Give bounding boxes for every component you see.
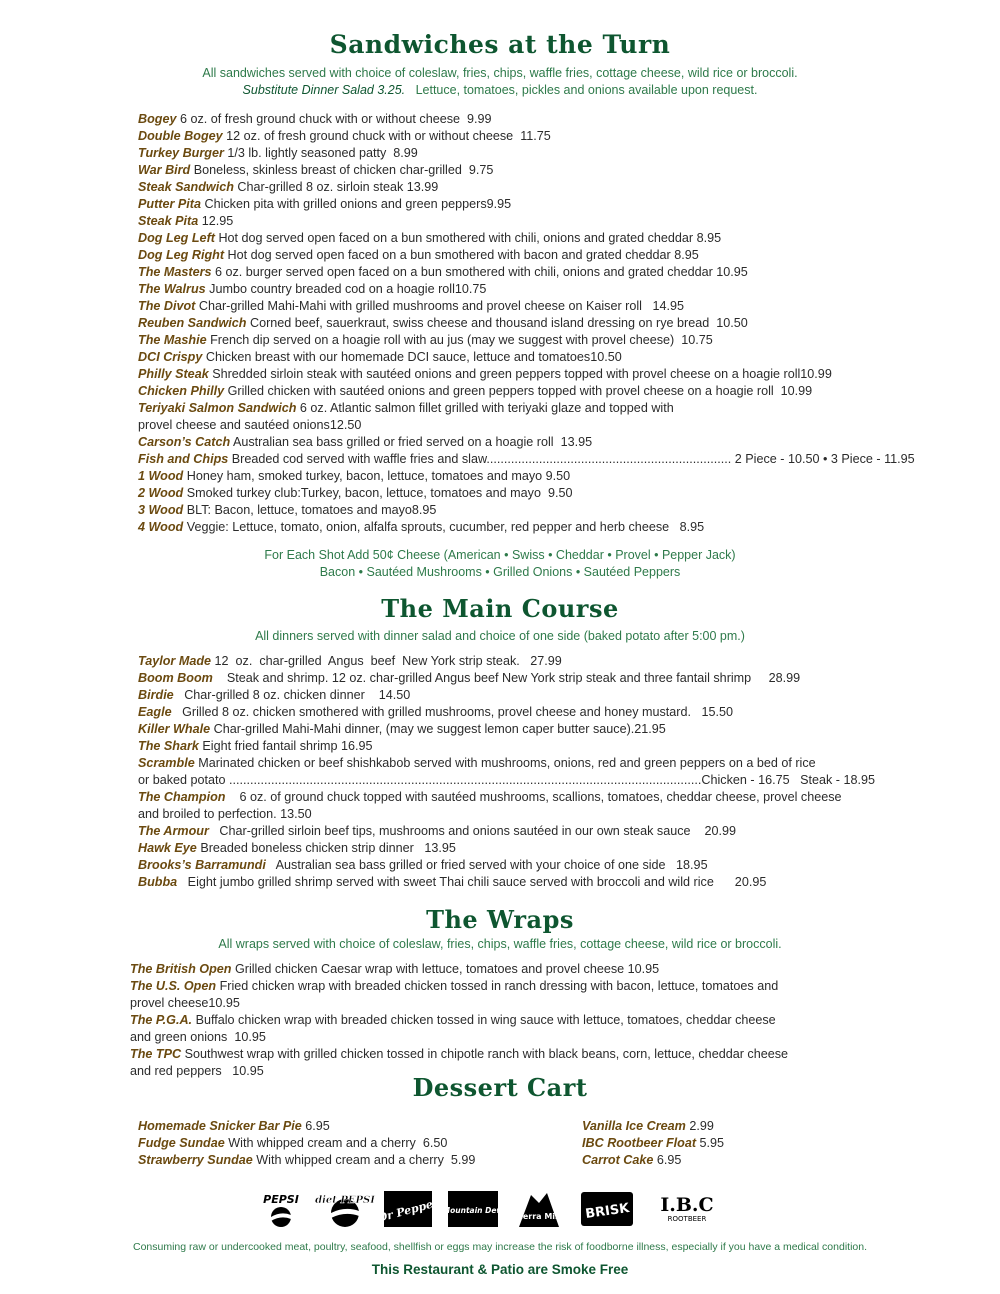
pepsi-logo [255,1190,307,1228]
menu-item [138,840,878,857]
sandwiches-note [0,65,1000,99]
menu-item-description: Grilled chicken Caesar wrap with lettuce, tomatoes and provel cheese 10.95 [234,962,660,976]
menu-item [138,111,898,128]
menu-item-name: Birdie [138,688,174,702]
menu-item-name: The TPC [130,1047,182,1061]
menu-item-description: 6 oz. burger served open faced on a bun smothered with chili, onions and grated cheddar 10.95 [215,265,748,279]
menu-item [138,315,898,332]
menu-item [138,789,878,806]
menu-item [138,434,898,451]
menu-item-name: Steak Pita [138,214,199,228]
menu-item-description: 12 oz. of fresh ground chuck with or without cheese 11.75 [226,129,551,143]
menu-item-description: Southwest wrap with grilled chicken tossed in chipotle ranch with black beans, corn, lettuce, cheddar cheese [184,1047,789,1061]
menu-item [138,704,878,721]
menu-item [138,247,898,264]
sandwiches-note-line1: All sandwiches served with choice of coleslaw, fries, chips, waffle fries, cottage cheese, wild rice or broccoli. [202,66,798,80]
menu-item [138,213,898,230]
extras-line2: Bacon • Sautéed Mushrooms • Grilled Onions • Sautéed Peppers [319,565,681,579]
menu-item-name: Chicken Philly [138,384,225,398]
menu-item-description: 6.95 [656,1153,682,1167]
menu-item-description: Grilled 8 oz. chicken smothered with grilled mushrooms, provel cheese and honey mustard. 15.50 [175,705,734,719]
pepsi-logo-text: PEPSI [263,1193,299,1206]
menu-item-description: Marinated chicken or beef shishkabob served with mushrooms, onions, red and green peppers on a bed of rice [198,756,816,770]
main-course-title-wrap [0,594,1000,623]
menu-item [138,162,898,179]
menu-item-name: Philly Steak [138,367,209,381]
menu-item-name: Double Bogey [138,129,223,143]
menu-item-name: Turkey Burger [138,146,224,160]
menu-item-description-continued: provel cheese10.95 [130,996,240,1010]
brisk-logo-text: BRISK [584,1200,631,1222]
sandwiches-title: Sandwiches at the Turn [329,30,671,59]
menu-item [138,230,898,247]
menu-item-description: Chicken breast with our homemade DCI sauce, lettuce and tomatoes10.50 [205,350,622,364]
menu-item-description: Hot dog served open faced on a bun smothered with chili, onions and grated cheddar 8.95 [218,231,722,245]
menu-item [582,1152,882,1169]
menu-item [138,687,878,704]
menu-item-description: 12.95 [201,214,234,228]
main-course-title: The Main Course [381,594,619,623]
menu-item-description: 6 oz. Atlantic salmon fillet grilled with teriyaki glaze and topped with [299,401,674,415]
dr-pepper-logo [376,1190,440,1228]
menu-item-description-continued: and broiled to perfection. 13.50 [138,807,312,821]
menu-item [582,1135,882,1152]
menu-item-name: Boom Boom [138,671,213,685]
dr-pepper-logo-text: Dr Pepper [376,1196,440,1225]
main-course-list [138,653,878,891]
sierra-mist-logo [513,1190,565,1228]
ibc-logo-text: I.B.C [660,1194,714,1216]
menu-item-name: Bubba [138,875,178,889]
menu-item-description: Char-grilled Mahi-Mahi with grilled mushrooms and provel cheese on Kaiser roll 14.95 [198,299,684,313]
menu-item-description: French dip served on a hoagie roll with au jus (may we suggest with provel cheese) 10.75 [210,333,713,347]
menu-item-name: Dog Leg Right [138,248,225,262]
menu-item-description: Char-grilled sirloin beef tips, mushrooms and onions sautéed in our own steak sauce 20.99 [212,824,737,838]
menu-item-description: Char-grilled 8 oz. chicken dinner 14.50 [177,688,411,702]
menu-item-description: Buffalo chicken wrap with breaded chicken tossed in wing sauce with lettuce, tomatoes, cheddar cheese [195,1013,776,1027]
menu-item [138,670,878,687]
menu-item-name: 1 Wood [138,469,184,483]
menu-item-name: DCI Crispy [138,350,203,364]
menu-item-description: Jumbo country breaded cod on a hoagie roll10.75 [209,282,487,296]
menu-item-description: Honey ham, smoked turkey, bacon, lettuce, tomatoes and mayo 9.50 [186,469,571,483]
menu-item [138,400,898,417]
sandwiches-list [138,111,915,536]
wraps-note: All wraps served with choice of coleslaw, fries, chips, waffle fries, cottage cheese, wild rice or broccoli. [218,937,782,951]
menu-item-name: Taylor Made [138,654,212,668]
menu-item [138,298,898,315]
extras-note [0,547,1000,581]
menu-item-description: 2.99 [689,1119,714,1133]
sandwiches-note-italic: Substitute Dinner Salad 3.25. [242,83,406,97]
ibc-logo [649,1190,725,1228]
menu-item-name: Putter Pita [138,197,201,211]
menu-item-description: Grilled chicken with sautéed onions and green peppers topped with provel cheese on a hoagie roll 10.99 [227,384,813,398]
diet-pepsi-logo-text: diet PEPSI [315,1195,375,1206]
ibc-logo-subtext: ROOTBEER [667,1215,707,1223]
sierra-mist-logo-text: Sierra Mist [514,1212,564,1221]
extras-line1: For Each Shot Add 50¢ Cheese (American • Swiss • Cheddar • Provel • Pepper Jack) [264,548,736,562]
menu-item [138,721,878,738]
menu-item [130,978,800,995]
menu-item-description: Breaded cod served with waffle fries and slaw...................................................................... 2 Piece - 10.50 • 3 Piece - 11.95 [231,452,915,466]
menu-item-description: With whipped cream and a cherry 6.50 [228,1136,448,1150]
menu-item-name: Scramble [138,756,195,770]
mountain-dew-logo-text: Mountain Dew [442,1206,504,1215]
menu-item [138,653,878,670]
menu-item [138,196,898,213]
menu-item-description: Smoked turkey club:Turkey, bacon, lettuce, tomatoes and mayo 9.50 [186,486,573,500]
menu-item [138,349,898,366]
menu-item-name: 4 Wood [138,520,184,534]
foodborne-warning: Consuming raw or undercooked meat, poultry, seafood, shellfish or eggs may increase the risk of foodborne illness, especially if you have a medical condition. [132,1241,868,1253]
menu-item-name: Steak Sandwich [138,180,234,194]
menu-item-name: Brooks’s Barramundi [138,858,266,872]
menu-item-name: Carrot Cake [582,1153,654,1167]
menu-item-description: 6 oz. of fresh ground chuck with or without cheese 9.99 [180,112,492,126]
menu-item [138,874,878,891]
menu-item-description-continued: and green onions 10.95 [130,1030,266,1044]
menu-item [138,1152,558,1169]
menu-item [138,857,878,874]
menu-item-description: 1/3 lb. lightly seasoned patty 8.99 [227,146,418,160]
menu-item-name: The Champion [138,790,226,804]
beverage-logos [255,1189,735,1229]
menu-item-name: The Armour [138,824,209,838]
menu-item-name: The Walrus [138,282,206,296]
menu-item [138,823,878,840]
menu-item-description-continued: or baked potato .......................................................................................................................................Chicken - 16.75 Steak - 18.95 [138,773,875,787]
menu-item [138,332,898,349]
menu-item-name: Homemade Snicker Bar Pie [138,1119,302,1133]
menu-item [130,961,800,978]
menu-item-description: 12 oz. char-grilled Angus beef New York strip steak. 27.99 [214,654,562,668]
menu-item-name: Eagle [138,705,172,719]
menu-item-description: Breaded boneless chicken strip dinner 13.95 [200,841,456,855]
dessert-left-list [138,1118,558,1169]
menu-item [582,1118,882,1135]
menu-item-description: Steak and shrimp. 12 oz. char-grilled Angus beef New York strip steak and three fantail shrimp 28.99 [216,671,801,685]
menu-item [138,1118,558,1135]
menu-item [130,1012,800,1029]
menu-item-description: Fried chicken wrap with breaded chicken tossed in ranch dressing with bacon, lettuce, tomatoes and [219,979,779,993]
menu-item [138,502,898,519]
menu-item-description: Australian sea bass grilled or fried served on a hoagie roll 13.95 [232,435,593,449]
menu-item-description: Eight fried fantail shrimp 16.95 [202,739,373,753]
wraps-list [130,961,800,1080]
sandwiches-note-rest: Lettuce, tomatoes, pickles and onions available upon request. [415,83,758,97]
menu-item-name: Teriyaki Salmon Sandwich [138,401,297,415]
menu-item-description: Veggie: Lettuce, tomato, onion, alfalfa sprouts, cucumber, red pepper and herb cheese 8.95 [186,520,705,534]
menu-item-name: Dog Leg Left [138,231,215,245]
menu-item [138,1135,558,1152]
menu-item-description: 6 oz. of ground chuck topped with sautéed mushrooms, scallions, tomatoes, cheddar cheese, provel cheese [228,790,842,804]
smoke-free-notice: This Restaurant & Patio are Smoke Free [371,1262,629,1277]
menu-item [138,738,878,755]
menu-item-description-continued: provel cheese and sautéed onions12.50 [138,418,362,432]
menu-item-name: IBC Rootbeer Float [582,1136,697,1150]
menu-item [138,485,898,502]
menu-item-description: Boneless, skinless breast of chicken char-grilled 9.75 [193,163,494,177]
dessert-right-list [582,1118,882,1169]
menu-item-description: Australian sea bass grilled or fried served with your choice of one side 18.95 [269,858,708,872]
menu-item-name: Fudge Sundae [138,1136,225,1150]
menu-item [138,451,915,468]
menu-item-description-continued: and red peppers 10.95 [130,1064,264,1078]
menu-item-name: 3 Wood [138,503,184,517]
menu-item-name: Fish and Chips [138,452,229,466]
menu-item-name: The British Open [130,962,232,976]
menu-item-name: The Masters [138,265,212,279]
menu-item [138,145,898,162]
brisk-logo [579,1190,635,1228]
menu-item-description: Char-grilled Mahi-Mahi dinner, (may we suggest lemon caper butter sauce).21.95 [213,722,666,736]
menu-item-description: 5.95 [699,1136,725,1150]
menu-item-name: Hawk Eye [138,841,197,855]
menu-item [138,264,898,281]
menu-item-name: Strawberry Sundae [138,1153,253,1167]
menu-item-description: Eight jumbo grilled shrimp served with sweet Thai chili sauce served with broccoli and wild rice 20.95 [180,875,767,889]
menu-item-name: The Shark [138,739,199,753]
menu-item-name: Reuben Sandwich [138,316,247,330]
menu-item [138,519,898,536]
menu-item-description: BLT: Bacon, lettuce, tomatoes and mayo8.95 [186,503,437,517]
menu-item-name: The P.G.A. [130,1013,193,1027]
menu-item [138,383,898,400]
menu-item-description: With whipped cream and a cherry 5.99 [256,1153,476,1167]
menu-item [138,128,898,145]
menu-item-name: Bogey [138,112,177,126]
menu-item-description: Shredded sirloin steak with sautéed onions and green peppers topped with provel cheese on a hoagie roll10.99 [212,367,832,381]
menu-item [138,179,898,196]
menu-item-name: Carson’s Catch [138,435,231,449]
menu-item-name: The Mashie [138,333,207,347]
menu-item-name: 2 Wood [138,486,184,500]
menu-item-description: Hot dog served open faced on a bun smothered with bacon and grated cheddar 8.95 [227,248,699,262]
menu-item-description: Char-grilled 8 oz. sirloin steak 13.99 [237,180,439,194]
menu-item-name: War Bird [138,163,191,177]
menu-item [138,281,898,298]
menu-item-name: Vanilla Ice Cream [582,1119,686,1133]
menu-item [130,1046,800,1063]
menu-item [138,755,878,772]
dessert-title: Dessert Cart [412,1073,588,1102]
sandwiches-note-line2 [0,82,1000,99]
sandwiches-title-wrap [0,30,1000,59]
menu-item [138,468,898,485]
wraps-title-wrap [0,905,1000,934]
menu-item-name: The U.S. Open [130,979,217,993]
dessert-title-wrap [0,1073,1000,1102]
diet-pepsi-logo [315,1190,375,1228]
main-course-note: All dinners served with dinner salad and choice of one side (baked potato after 5:00 pm.) [255,629,745,643]
menu-item-name: The Divot [138,299,196,313]
wraps-title: The Wraps [426,905,574,934]
menu-item [138,366,898,383]
mountain-dew-logo [442,1190,504,1228]
menu-item-description: 6.95 [305,1119,330,1133]
menu-item-description: Chicken pita with grilled onions and green peppers9.95 [204,197,512,211]
menu-item-name: Killer Whale [138,722,211,736]
menu-item-description: Corned beef, sauerkraut, swiss cheese and thousand island dressing on rye bread 10.50 [249,316,748,330]
